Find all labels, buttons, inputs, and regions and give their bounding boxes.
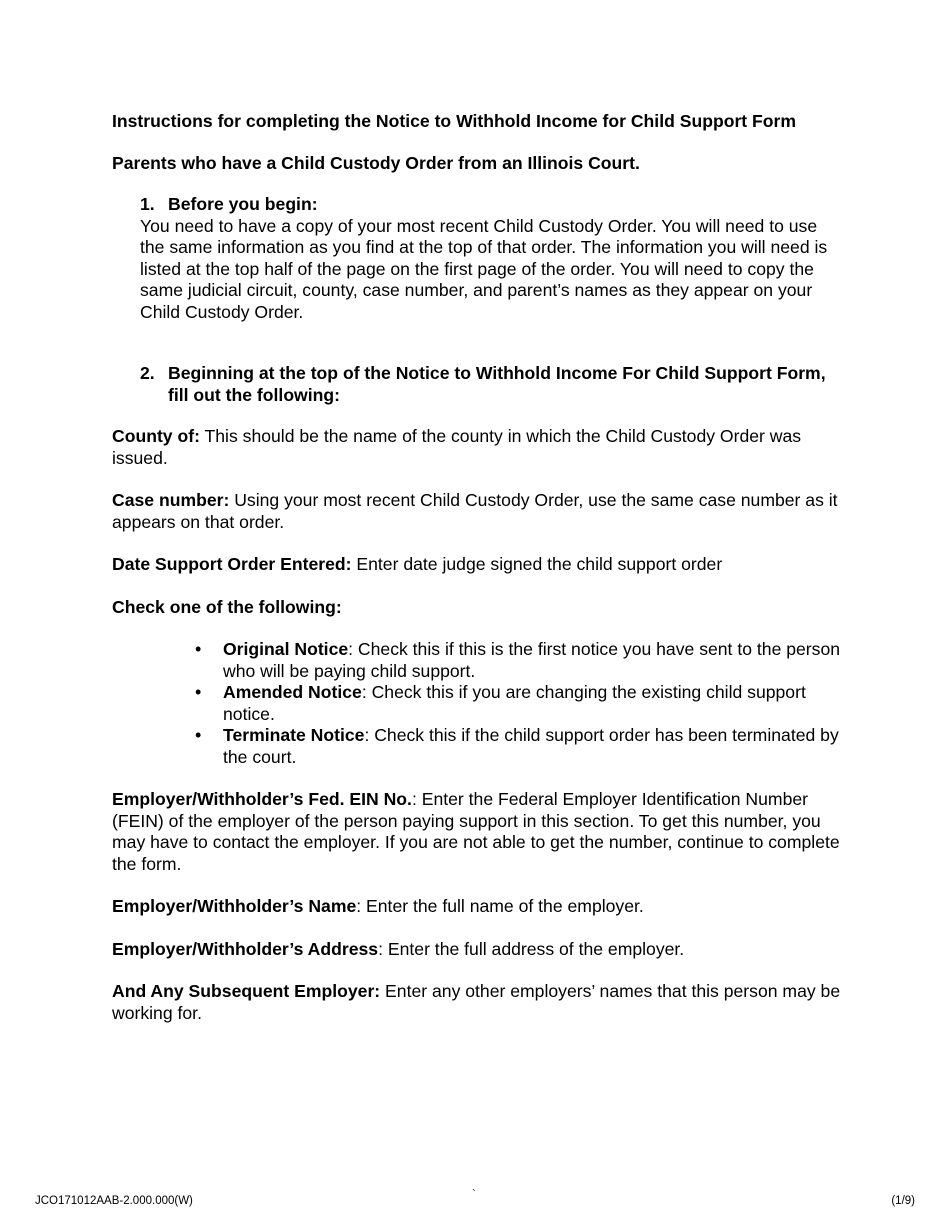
field-text: This should be the name of the county in which the Child Custody Order was issued.	[112, 426, 802, 468]
section-number: 1.	[140, 194, 155, 214]
field-check-one	[112, 597, 842, 619]
field-label: Date Support Order Entered:	[112, 554, 352, 574]
option-text: : Check this if you are changing the existing child support notice.	[223, 682, 806, 724]
list-item	[223, 725, 842, 768]
field-label: Employer/Withholder’s Fed. EIN No.	[112, 789, 412, 809]
section-heading	[140, 363, 842, 406]
field-text: Enter date judge signed the child support order	[351, 554, 723, 574]
notice-options-list	[112, 639, 842, 768]
option-label: Original Notice	[223, 639, 349, 659]
field-label: And Any Subsequent Employer:	[112, 981, 381, 1001]
field-date-entered	[112, 554, 842, 576]
footer-mark: `	[472, 1189, 476, 1201]
field-text: : Enter the full name of the employer.	[356, 896, 644, 916]
field-label: Case number:	[112, 490, 230, 510]
footer-page-number: (1/9)	[891, 1195, 915, 1207]
section-title: Before you begin:	[168, 194, 318, 214]
option-text: : Check this if this is the first notice you have sent to the person who will be paying child support.	[223, 639, 841, 681]
field-text: Enter any other employers’ names that this person may be working for.	[112, 981, 841, 1023]
field-employer-name	[112, 896, 842, 918]
option-label: Amended Notice	[223, 682, 362, 702]
field-subsequent-employer	[112, 981, 842, 1024]
field-text: Using your most recent Child Custody Order, use the same case number as it appears on that order.	[112, 490, 838, 532]
list-item	[223, 682, 842, 725]
field-employer-address	[112, 939, 842, 961]
section-heading	[140, 194, 842, 216]
field-label: Employer/Withholder’s Address	[112, 938, 379, 959]
field-case-number	[112, 490, 842, 533]
field-text: : Enter the full address of the employer.	[378, 938, 685, 959]
document-title: Instructions for completing the Notice to Withhold Income for Child Support Form	[112, 111, 797, 131]
document-body	[112, 111, 842, 1045]
field-label: Check one of the following:	[112, 596, 342, 617]
footer-form-code: JCO171012AAB-2.000.000(W)	[35, 1195, 193, 1207]
field-text: : Enter the Federal Employer Identification Number (FEIN) of the employer of the person paying support in this section. To get this number, you may have to contact the employer. If you are not able to get the number, continue to complete the form.	[112, 789, 840, 874]
field-ein	[112, 789, 842, 875]
field-label: Employer/Withholder’s Name	[112, 896, 357, 916]
document-subtitle: Parents who have a Child Custody Order from an Illinois Court.	[112, 152, 640, 173]
section-fill-out	[140, 363, 842, 406]
field-label: County of:	[112, 426, 200, 446]
option-text: : Check this if the child support order has been terminated by the court.	[223, 725, 839, 767]
section-body: You need to have a copy of your most recent Child Custody Order. You will need to use the same information as you find at the top of that order. The information you will need is listed at the top half of the page on the first page of the order. You will need to copy the same judicial circuit, county, case number, and parent’s names as they appear on your Child Custody Order.	[140, 215, 828, 322]
list-item	[223, 639, 842, 682]
option-label: Terminate Notice	[223, 725, 365, 745]
section-title: Beginning at the top of the Notice to Withhold Income For Child Support Form, fill out the following:	[168, 363, 826, 405]
section-number: 2.	[140, 363, 155, 383]
field-county	[112, 426, 842, 469]
section-before-you-begin	[140, 194, 842, 323]
